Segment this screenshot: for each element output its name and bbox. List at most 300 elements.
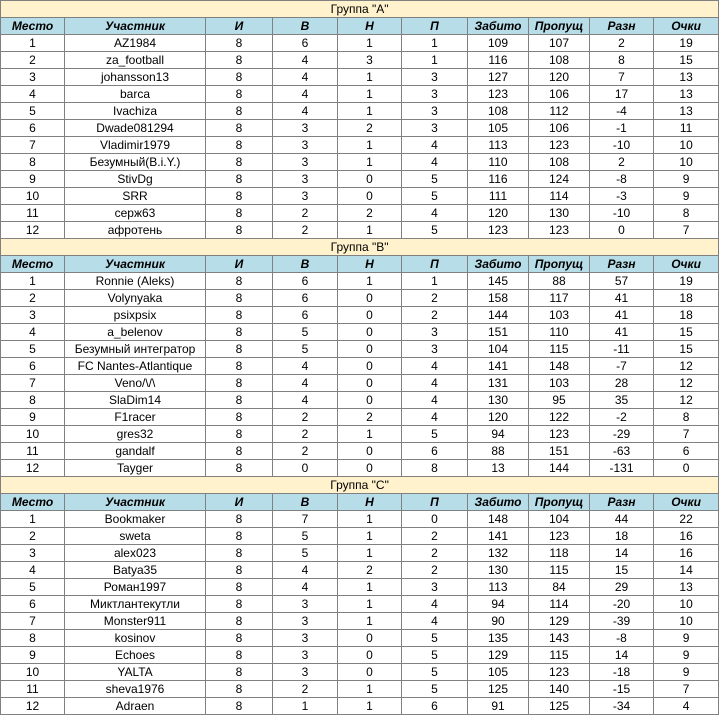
table-row [1, 681, 719, 698]
cell-points: 9 [654, 664, 719, 681]
cell-played: 8 [206, 69, 273, 86]
cell-goals-for: 111 [468, 188, 529, 205]
cell-wins: 0 [273, 460, 338, 477]
cell-place: 4 [1, 562, 65, 579]
cell-losses: 6 [402, 443, 468, 460]
cell-draws: 0 [338, 188, 402, 205]
table-row [1, 222, 719, 239]
cell-goal-diff: 15 [590, 562, 654, 579]
cell-place: 9 [1, 171, 65, 188]
column-header-played: И [206, 18, 273, 35]
cell-goals-against: 115 [529, 562, 590, 579]
cell-played: 8 [206, 137, 273, 154]
cell-goals-against: 144 [529, 460, 590, 477]
cell-place: 9 [1, 409, 65, 426]
cell-place: 6 [1, 120, 65, 137]
cell-points: 9 [654, 188, 719, 205]
table-row [1, 528, 719, 545]
cell-played: 8 [206, 52, 273, 69]
cell-losses: 3 [402, 103, 468, 120]
cell-place: 6 [1, 596, 65, 613]
cell-place: 8 [1, 154, 65, 171]
cell-goals-against: 114 [529, 188, 590, 205]
cell-goal-diff: 41 [590, 290, 654, 307]
cell-losses: 5 [402, 647, 468, 664]
cell-goals-for: 88 [468, 443, 529, 460]
cell-draws: 1 [338, 86, 402, 103]
cell-goals-against: 143 [529, 630, 590, 647]
cell-goals-against: 84 [529, 579, 590, 596]
cell-participant: SlaDim14 [65, 392, 206, 409]
table-row [1, 409, 719, 426]
cell-points: 4 [654, 698, 719, 715]
cell-goals-for: 113 [468, 579, 529, 596]
cell-played: 8 [206, 154, 273, 171]
column-header-row [1, 256, 719, 273]
cell-wins: 3 [273, 120, 338, 137]
cell-goals-for: 148 [468, 511, 529, 528]
cell-place: 12 [1, 222, 65, 239]
cell-goals-against: 123 [529, 222, 590, 239]
cell-participant: серж63 [65, 205, 206, 222]
cell-goal-diff: -8 [590, 630, 654, 647]
cell-participant: Ivachiza [65, 103, 206, 120]
table-row [1, 426, 719, 443]
cell-wins: 6 [273, 307, 338, 324]
cell-goal-diff: 57 [590, 273, 654, 290]
cell-participant: za_football [65, 52, 206, 69]
cell-points: 9 [654, 171, 719, 188]
cell-goals-against: 107 [529, 35, 590, 52]
cell-goals-for: 130 [468, 392, 529, 409]
cell-losses: 5 [402, 222, 468, 239]
cell-place: 11 [1, 681, 65, 698]
cell-played: 8 [206, 103, 273, 120]
group-title-row [1, 239, 719, 256]
cell-wins: 3 [273, 154, 338, 171]
cell-losses: 4 [402, 409, 468, 426]
cell-goals-against: 115 [529, 647, 590, 664]
cell-wins: 5 [273, 324, 338, 341]
cell-draws: 1 [338, 528, 402, 545]
cell-losses: 3 [402, 324, 468, 341]
cell-points: 22 [654, 511, 719, 528]
cell-goals-against: 124 [529, 171, 590, 188]
cell-played: 8 [206, 205, 273, 222]
cell-played: 8 [206, 596, 273, 613]
cell-wins: 3 [273, 630, 338, 647]
cell-points: 8 [654, 409, 719, 426]
cell-goals-against: 151 [529, 443, 590, 460]
cell-draws: 1 [338, 579, 402, 596]
cell-goals-against: 117 [529, 290, 590, 307]
cell-goals-against: 106 [529, 86, 590, 103]
cell-goal-diff: 2 [590, 154, 654, 171]
cell-draws: 0 [338, 324, 402, 341]
cell-goals-for: 127 [468, 69, 529, 86]
cell-goal-diff: 44 [590, 511, 654, 528]
column-header-goals-for: Забито [468, 494, 529, 511]
cell-goal-diff: 41 [590, 307, 654, 324]
column-header-place: Место [1, 256, 65, 273]
cell-played: 8 [206, 630, 273, 647]
cell-participant: Миктлантекутли [65, 596, 206, 613]
cell-participant: F1racer [65, 409, 206, 426]
cell-place: 6 [1, 358, 65, 375]
table-row [1, 103, 719, 120]
cell-goals-for: 131 [468, 375, 529, 392]
cell-losses: 4 [402, 375, 468, 392]
cell-played: 8 [206, 222, 273, 239]
column-header-losses: П [402, 256, 468, 273]
cell-played: 8 [206, 409, 273, 426]
cell-losses: 3 [402, 579, 468, 596]
cell-losses: 5 [402, 681, 468, 698]
cell-points: 15 [654, 341, 719, 358]
cell-points: 7 [654, 426, 719, 443]
column-header-wins: В [273, 494, 338, 511]
cell-participant: psixpsix [65, 307, 206, 324]
table-row [1, 324, 719, 341]
table-row [1, 392, 719, 409]
cell-goals-for: 129 [468, 647, 529, 664]
cell-place: 10 [1, 426, 65, 443]
table-row [1, 443, 719, 460]
cell-draws: 0 [338, 392, 402, 409]
cell-points: 10 [654, 613, 719, 630]
cell-draws: 0 [338, 460, 402, 477]
cell-participant: Adraen [65, 698, 206, 715]
table-row [1, 137, 719, 154]
cell-draws: 1 [338, 273, 402, 290]
table-row [1, 35, 719, 52]
table-row [1, 290, 719, 307]
cell-participant: sweta [65, 528, 206, 545]
column-header-place: Место [1, 18, 65, 35]
cell-place: 5 [1, 341, 65, 358]
cell-played: 8 [206, 171, 273, 188]
cell-goals-for: 113 [468, 137, 529, 154]
table-row [1, 545, 719, 562]
cell-participant: alex023 [65, 545, 206, 562]
cell-draws: 1 [338, 596, 402, 613]
cell-place: 11 [1, 443, 65, 460]
cell-goal-diff: -8 [590, 171, 654, 188]
cell-losses: 3 [402, 86, 468, 103]
cell-participant: StivDg [65, 171, 206, 188]
cell-participant: kosinov [65, 630, 206, 647]
cell-points: 13 [654, 86, 719, 103]
cell-goals-for: 120 [468, 409, 529, 426]
cell-points: 15 [654, 52, 719, 69]
cell-goals-against: 123 [529, 426, 590, 443]
cell-goals-against: 123 [529, 528, 590, 545]
cell-played: 8 [206, 426, 273, 443]
cell-goal-diff: -4 [590, 103, 654, 120]
cell-wins: 2 [273, 426, 338, 443]
cell-draws: 1 [338, 137, 402, 154]
cell-points: 18 [654, 290, 719, 307]
cell-wins: 4 [273, 392, 338, 409]
cell-wins: 4 [273, 358, 338, 375]
cell-played: 8 [206, 545, 273, 562]
cell-draws: 0 [338, 443, 402, 460]
table-row [1, 341, 719, 358]
cell-goals-against: 103 [529, 307, 590, 324]
cell-goals-against: 110 [529, 324, 590, 341]
column-header-losses: П [402, 18, 468, 35]
cell-place: 8 [1, 630, 65, 647]
cell-played: 8 [206, 647, 273, 664]
cell-place: 2 [1, 290, 65, 307]
cell-goals-for: 141 [468, 528, 529, 545]
cell-participant: gres32 [65, 426, 206, 443]
cell-participant: AZ1984 [65, 35, 206, 52]
cell-participant: Batya35 [65, 562, 206, 579]
cell-losses: 4 [402, 137, 468, 154]
cell-wins: 6 [273, 35, 338, 52]
cell-losses: 2 [402, 528, 468, 545]
cell-goal-diff: 28 [590, 375, 654, 392]
cell-played: 8 [206, 613, 273, 630]
cell-points: 15 [654, 324, 719, 341]
group-title: Группа "A" [1, 1, 719, 18]
cell-points: 13 [654, 579, 719, 596]
cell-losses: 4 [402, 358, 468, 375]
table-row [1, 647, 719, 664]
cell-wins: 4 [273, 52, 338, 69]
cell-played: 8 [206, 188, 273, 205]
table-row [1, 562, 719, 579]
cell-goals-against: 123 [529, 137, 590, 154]
cell-points: 10 [654, 596, 719, 613]
column-header-points: Очки [654, 494, 719, 511]
table-row [1, 358, 719, 375]
cell-played: 8 [206, 664, 273, 681]
cell-draws: 1 [338, 698, 402, 715]
cell-place: 3 [1, 307, 65, 324]
cell-goals-against: 115 [529, 341, 590, 358]
cell-goal-diff: -7 [590, 358, 654, 375]
cell-losses: 3 [402, 341, 468, 358]
cell-goals-against: 130 [529, 205, 590, 222]
column-header-goal-diff: Разн [590, 18, 654, 35]
cell-goals-for: 135 [468, 630, 529, 647]
cell-participant: johansson13 [65, 69, 206, 86]
cell-goal-diff: 41 [590, 324, 654, 341]
cell-goals-for: 125 [468, 681, 529, 698]
cell-draws: 2 [338, 562, 402, 579]
cell-goals-for: 105 [468, 120, 529, 137]
cell-played: 8 [206, 681, 273, 698]
cell-goal-diff: -3 [590, 188, 654, 205]
cell-wins: 3 [273, 664, 338, 681]
table-row [1, 86, 719, 103]
column-header-draws: Н [338, 256, 402, 273]
cell-draws: 1 [338, 69, 402, 86]
cell-participant: YALTA [65, 664, 206, 681]
cell-losses: 1 [402, 273, 468, 290]
cell-goal-diff: -15 [590, 681, 654, 698]
cell-played: 8 [206, 290, 273, 307]
cell-played: 8 [206, 86, 273, 103]
cell-wins: 3 [273, 137, 338, 154]
column-header-wins: В [273, 18, 338, 35]
cell-draws: 1 [338, 613, 402, 630]
cell-losses: 0 [402, 511, 468, 528]
cell-wins: 4 [273, 69, 338, 86]
column-header-row [1, 494, 719, 511]
column-header-wins: В [273, 256, 338, 273]
cell-losses: 5 [402, 188, 468, 205]
cell-place: 5 [1, 103, 65, 120]
cell-losses: 4 [402, 596, 468, 613]
cell-played: 8 [206, 35, 273, 52]
table-row [1, 664, 719, 681]
cell-participant: Ronnie (Aleks) [65, 273, 206, 290]
column-header-played: И [206, 256, 273, 273]
cell-losses: 1 [402, 35, 468, 52]
cell-participant: Роман1997 [65, 579, 206, 596]
cell-draws: 1 [338, 426, 402, 443]
cell-goals-against: 104 [529, 511, 590, 528]
table-row [1, 154, 719, 171]
cell-played: 8 [206, 511, 273, 528]
cell-losses: 1 [402, 52, 468, 69]
cell-losses: 6 [402, 698, 468, 715]
cell-goals-for: 145 [468, 273, 529, 290]
cell-draws: 1 [338, 545, 402, 562]
cell-participant: Monster911 [65, 613, 206, 630]
cell-played: 8 [206, 698, 273, 715]
column-header-losses: П [402, 494, 468, 511]
cell-goals-for: 120 [468, 205, 529, 222]
cell-place: 10 [1, 664, 65, 681]
cell-wins: 3 [273, 596, 338, 613]
column-header-participant: Участник [65, 256, 206, 273]
cell-points: 13 [654, 103, 719, 120]
cell-points: 10 [654, 137, 719, 154]
cell-points: 19 [654, 273, 719, 290]
cell-goals-against: 88 [529, 273, 590, 290]
cell-goals-for: 151 [468, 324, 529, 341]
cell-points: 12 [654, 375, 719, 392]
cell-goals-for: 94 [468, 426, 529, 443]
column-header-points: Очки [654, 256, 719, 273]
cell-participant: Vladimir1979 [65, 137, 206, 154]
cell-participant: Dwade081294 [65, 120, 206, 137]
cell-place: 9 [1, 647, 65, 664]
cell-goals-for: 116 [468, 52, 529, 69]
cell-points: 14 [654, 562, 719, 579]
column-header-participant: Участник [65, 18, 206, 35]
table-row [1, 171, 719, 188]
table-row [1, 579, 719, 596]
cell-goal-diff: -10 [590, 137, 654, 154]
cell-place: 12 [1, 698, 65, 715]
cell-wins: 1 [273, 698, 338, 715]
cell-goal-diff: -20 [590, 596, 654, 613]
cell-goals-for: 123 [468, 86, 529, 103]
cell-place: 4 [1, 324, 65, 341]
cell-place: 12 [1, 460, 65, 477]
cell-draws: 1 [338, 511, 402, 528]
cell-played: 8 [206, 460, 273, 477]
cell-place: 4 [1, 86, 65, 103]
column-header-draws: Н [338, 18, 402, 35]
cell-goal-diff: 14 [590, 545, 654, 562]
cell-participant: Volynyaka [65, 290, 206, 307]
table-row [1, 307, 719, 324]
cell-losses: 3 [402, 69, 468, 86]
column-header-participant: Участник [65, 494, 206, 511]
cell-draws: 0 [338, 647, 402, 664]
cell-goals-against: 125 [529, 698, 590, 715]
cell-played: 8 [206, 341, 273, 358]
cell-played: 8 [206, 562, 273, 579]
cell-goals-against: 108 [529, 154, 590, 171]
cell-points: 18 [654, 307, 719, 324]
cell-wins: 5 [273, 545, 338, 562]
cell-points: 16 [654, 528, 719, 545]
cell-points: 7 [654, 681, 719, 698]
cell-points: 9 [654, 647, 719, 664]
cell-goals-against: 122 [529, 409, 590, 426]
cell-wins: 5 [273, 528, 338, 545]
cell-played: 8 [206, 307, 273, 324]
cell-draws: 1 [338, 154, 402, 171]
cell-goals-against: 112 [529, 103, 590, 120]
cell-goal-diff: -63 [590, 443, 654, 460]
cell-goal-diff: -10 [590, 205, 654, 222]
cell-goals-against: 108 [529, 52, 590, 69]
cell-place: 8 [1, 392, 65, 409]
cell-goals-for: 105 [468, 664, 529, 681]
cell-participant: афротень [65, 222, 206, 239]
cell-goals-against: 118 [529, 545, 590, 562]
cell-points: 19 [654, 35, 719, 52]
cell-place: 3 [1, 69, 65, 86]
cell-draws: 0 [338, 307, 402, 324]
cell-losses: 2 [402, 545, 468, 562]
group-title-row [1, 477, 719, 494]
column-header-row [1, 18, 719, 35]
cell-draws: 0 [338, 358, 402, 375]
table-row [1, 205, 719, 222]
column-header-goals-against: Пропущ [529, 256, 590, 273]
cell-wins: 2 [273, 205, 338, 222]
table-row [1, 698, 719, 715]
cell-points: 8 [654, 205, 719, 222]
cell-place: 3 [1, 545, 65, 562]
cell-losses: 5 [402, 426, 468, 443]
cell-goal-diff: -2 [590, 409, 654, 426]
cell-played: 8 [206, 375, 273, 392]
cell-points: 12 [654, 392, 719, 409]
cell-place: 2 [1, 52, 65, 69]
cell-goals-for: 123 [468, 222, 529, 239]
cell-points: 13 [654, 69, 719, 86]
cell-played: 8 [206, 324, 273, 341]
cell-place: 1 [1, 35, 65, 52]
cell-participant: Veno/\/\ [65, 375, 206, 392]
cell-goals-for: 130 [468, 562, 529, 579]
cell-points: 9 [654, 630, 719, 647]
cell-goals-against: 120 [529, 69, 590, 86]
group-title-row [1, 1, 719, 18]
cell-draws: 0 [338, 171, 402, 188]
cell-points: 10 [654, 154, 719, 171]
